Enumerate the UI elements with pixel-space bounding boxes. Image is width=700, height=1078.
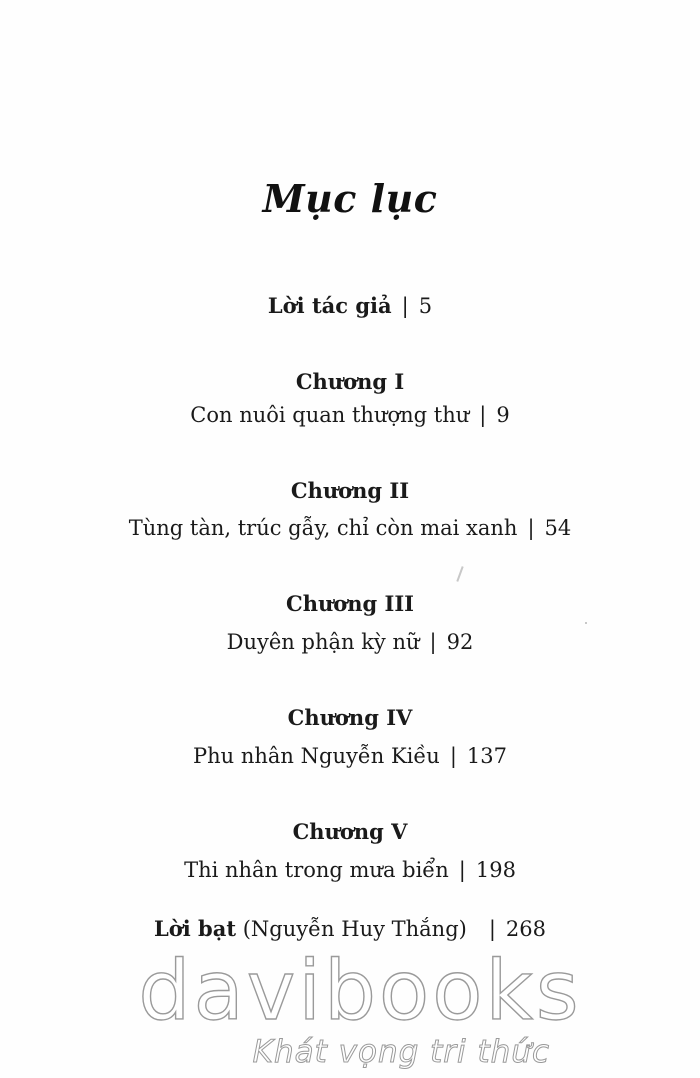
watermark-brand: davibooks bbox=[138, 944, 582, 1039]
toc-entry-chapter-3 bbox=[0, 628, 700, 656]
chapter-3-page: 92 bbox=[446, 630, 474, 654]
chapter-4-heading: Chương IV bbox=[287, 705, 413, 730]
toc-entry-chapter-4 bbox=[0, 742, 700, 770]
watermark-tagline: Khát vọng tri thức bbox=[252, 1034, 550, 1070]
chapter-2-page: 54 bbox=[544, 516, 572, 540]
toc-entry-afterword bbox=[0, 915, 700, 943]
toc-entry-chapter-5 bbox=[0, 856, 700, 884]
chapter-4-page: 137 bbox=[466, 744, 507, 768]
chapter-5-name: Thi nhân trong mưa biển bbox=[184, 858, 449, 882]
chapter-3-separator: | bbox=[429, 630, 437, 654]
afterword-separator: | bbox=[488, 917, 496, 941]
chapter-2-separator: | bbox=[527, 516, 535, 540]
toc-entry-chapter-1 bbox=[0, 401, 700, 429]
toc-entry-chapter-2 bbox=[0, 514, 700, 542]
chapter-5-separator: | bbox=[458, 858, 466, 882]
preface-page: 5 bbox=[418, 294, 433, 318]
chapter-5-heading: Chương V bbox=[292, 819, 408, 844]
chapter-2-heading: Chương II bbox=[290, 478, 410, 503]
chapter-4-separator: | bbox=[449, 744, 457, 768]
chapter-1-separator: | bbox=[479, 403, 487, 427]
afterword-page: 268 bbox=[505, 917, 547, 941]
chapter-2-name: Tùng tàn, trúc gẫy, chỉ còn mai xanh bbox=[128, 516, 518, 540]
chapter-3-heading: Chương III bbox=[286, 591, 414, 616]
paper-speck bbox=[585, 622, 587, 624]
preface-label: Lời tác giả bbox=[267, 293, 392, 318]
toc-entry-preface bbox=[0, 292, 700, 320]
chapter-1-name: Con nuôi quan thượng thư bbox=[190, 403, 470, 427]
chapter-1-heading: Chương I bbox=[295, 369, 405, 394]
chapter-3-name: Duyên phận kỳ nữ bbox=[226, 630, 420, 654]
chapter-1-page: 9 bbox=[496, 403, 510, 427]
preface-separator: | bbox=[401, 294, 409, 318]
afterword-label: Lời bạt bbox=[153, 916, 237, 941]
afterword-author: (Nguyễn Huy Thắng) bbox=[242, 917, 467, 941]
chapter-5-page: 198 bbox=[475, 858, 516, 882]
toc-title: Mục lục bbox=[262, 176, 438, 221]
paper-speck bbox=[456, 566, 463, 582]
chapter-4-name: Phu nhân Nguyễn Kiều bbox=[193, 744, 440, 768]
